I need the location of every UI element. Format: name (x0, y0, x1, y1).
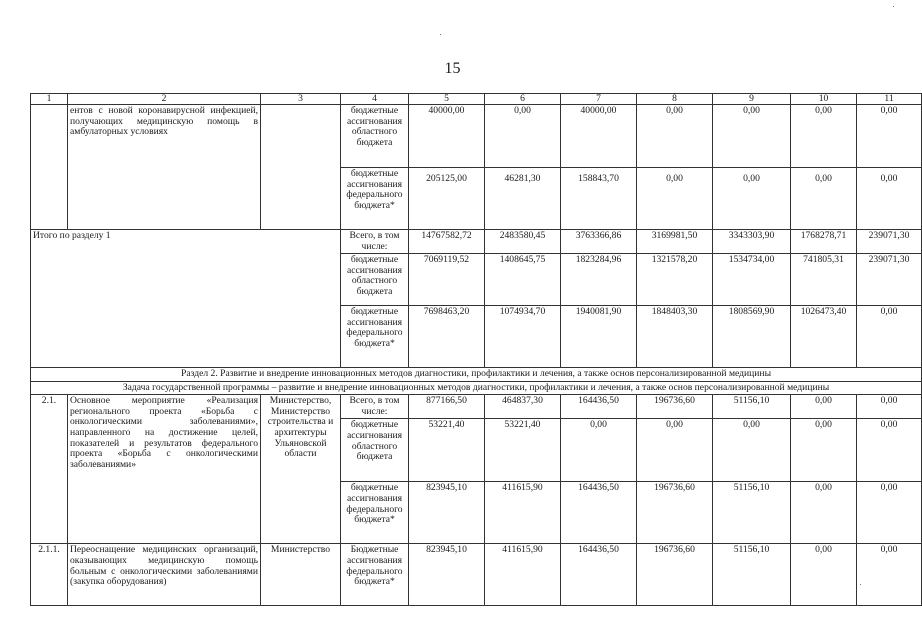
funding-source-cell: Бюджетные ассигнования федерального бюджета* (341, 544, 409, 606)
value-cell: 1321578,20 (637, 254, 713, 306)
table-row (31, 230, 922, 254)
measure-name-cell: ентов с новой коронавирусной инфекцией, получающих медицинскую помощь в амбулаторных условиях (68, 105, 261, 230)
value-cell: 0,00 (791, 482, 857, 544)
column-number: 7 (561, 94, 637, 105)
table-row (31, 395, 922, 419)
value-cell: 0,00 (857, 306, 922, 368)
value-cell: 40000,00 (561, 105, 637, 168)
value-cell: 0,00 (791, 395, 857, 419)
row-number-cell: 2.1.1. (31, 544, 68, 606)
value-cell: 51156,10 (713, 482, 791, 544)
value-cell: 0,00 (857, 482, 922, 544)
executor-cell (261, 105, 341, 230)
value-cell: 0,00 (857, 395, 922, 419)
value-cell: 1940081,90 (561, 306, 637, 368)
value-cell: 205125,00 (409, 168, 485, 230)
section-title: Раздел 2. Развитие и внедрение инновационных методов диагностики, профилактики и лечения, а также основ персонализированной медицины (31, 368, 922, 382)
value-cell: 1823284,96 (561, 254, 637, 306)
row-number-cell: 2.1. (31, 395, 68, 544)
value-cell: 1074934,70 (485, 306, 561, 368)
value-cell: 0,00 (791, 419, 857, 482)
value-cell: 0,00 (791, 544, 857, 606)
budget-table (30, 93, 922, 606)
column-number: 5 (409, 94, 485, 105)
value-cell: 196736,60 (637, 482, 713, 544)
funding-source-cell: бюджетные ассигнования областного бюджета (341, 105, 409, 168)
value-cell: 2483580,45 (485, 230, 561, 254)
scan-speck (893, 6, 894, 7)
value-cell: 0,00 (791, 105, 857, 168)
value-cell: 51156,10 (713, 544, 791, 606)
value-cell: 3343303,90 (713, 230, 791, 254)
page-number: 15 (444, 60, 461, 77)
column-number: 9 (713, 94, 791, 105)
funding-source-cell: Всего, в том числе: (341, 395, 409, 419)
value-cell: 877166,50 (409, 395, 485, 419)
table-row (31, 105, 922, 168)
funding-source-cell: бюджетные ассигнования областного бюджета (341, 419, 409, 482)
table-row (31, 544, 922, 606)
value-cell: 411615,90 (485, 482, 561, 544)
value-cell: 0,00 (791, 168, 857, 230)
value-cell: 1534734,00 (713, 254, 791, 306)
value-cell: 51156,10 (713, 395, 791, 419)
value-cell: 196736,60 (637, 544, 713, 606)
value-cell: 741805,31 (791, 254, 857, 306)
value-cell: 1808569,90 (713, 306, 791, 368)
section-total-label: Итого по разделу 1 (31, 230, 341, 368)
value-cell: 53221,40 (485, 419, 561, 482)
scan-speck (860, 584, 861, 585)
funding-source-cell: бюджетные ассигнования областного бюджета (341, 254, 409, 306)
value-cell: 464837,30 (485, 395, 561, 419)
executor-cell: Министерство (261, 544, 341, 606)
column-number: 2 (68, 94, 261, 105)
value-cell: 0,00 (637, 105, 713, 168)
value-cell: 0,00 (713, 168, 791, 230)
value-cell: 40000,00 (409, 105, 485, 168)
column-number: 6 (485, 94, 561, 105)
value-cell: 164436,50 (561, 395, 637, 419)
value-cell: 0,00 (637, 168, 713, 230)
value-cell: 196736,60 (637, 395, 713, 419)
value-cell: 14767582,72 (409, 230, 485, 254)
value-cell: 1848403,30 (637, 306, 713, 368)
value-cell: 823945,10 (409, 544, 485, 606)
column-number: 4 (341, 94, 409, 105)
value-cell: 0,00 (637, 419, 713, 482)
value-cell: 0,00 (713, 105, 791, 168)
task-title-row (31, 381, 922, 395)
value-cell: 0,00 (485, 105, 561, 168)
value-cell: 1768278,71 (791, 230, 857, 254)
funding-source-cell: Всего, в том числе: (341, 230, 409, 254)
value-cell: 411615,90 (485, 544, 561, 606)
value-cell: 3763366,86 (561, 230, 637, 254)
row-number-cell (31, 105, 68, 230)
measure-name-cell: Переоснащение медицинских организаций, оказывающих медицинскую помощь больным с онкологическими заболеваниями (закупка оборудования) (68, 544, 261, 606)
value-cell: 0,00 (857, 419, 922, 482)
column-number: 1 (31, 94, 68, 105)
column-number: 3 (261, 94, 341, 105)
column-number-row (31, 94, 922, 105)
value-cell: 164436,50 (561, 544, 637, 606)
column-number: 8 (637, 94, 713, 105)
funding-source-cell: бюджетные ассигнования федерального бюджета* (341, 168, 409, 230)
column-number: 10 (791, 94, 857, 105)
value-cell: 1026473,40 (791, 306, 857, 368)
value-cell: 239071,30 (857, 230, 922, 254)
value-cell: 7069119,52 (409, 254, 485, 306)
value-cell: 7698463,20 (409, 306, 485, 368)
value-cell: 1408645,75 (485, 254, 561, 306)
funding-source-cell: бюджетные ассигнования федерального бюджета* (341, 306, 409, 368)
section-title-row (31, 368, 922, 382)
value-cell: 0,00 (857, 168, 922, 230)
funding-source-cell: бюджетные ассигнования федерального бюджета* (341, 482, 409, 544)
value-cell: 53221,40 (409, 419, 485, 482)
value-cell: 0,00 (713, 419, 791, 482)
column-number: 11 (857, 94, 922, 105)
value-cell: 0,00 (561, 419, 637, 482)
value-cell: 0,00 (857, 105, 922, 168)
value-cell: 239071,30 (857, 254, 922, 306)
executor-cell: Министерство, Министерство строительства и архитектуры Ульяновской области (261, 395, 341, 544)
measure-name-cell: Основное мероприятие «Реализация регионального проекта «Борьба с онкологическими заболеваниями», направленного на достижение целей, показателей и результатов федерального проекта «Борьба с онкологическими заболеваниями» (68, 395, 261, 544)
value-cell: 158843,70 (561, 168, 637, 230)
value-cell: 0,00 (857, 544, 922, 606)
value-cell: 823945,10 (409, 482, 485, 544)
value-cell: 46281,30 (485, 168, 561, 230)
value-cell: 3169981,50 (637, 230, 713, 254)
value-cell: 164436,50 (561, 482, 637, 544)
scan-speck (440, 34, 441, 35)
task-title: Задача государственной программы – развитие и внедрение инновационных методов диагностики, профилактики и лечения, а также основ персонализированной медицины (31, 381, 922, 395)
